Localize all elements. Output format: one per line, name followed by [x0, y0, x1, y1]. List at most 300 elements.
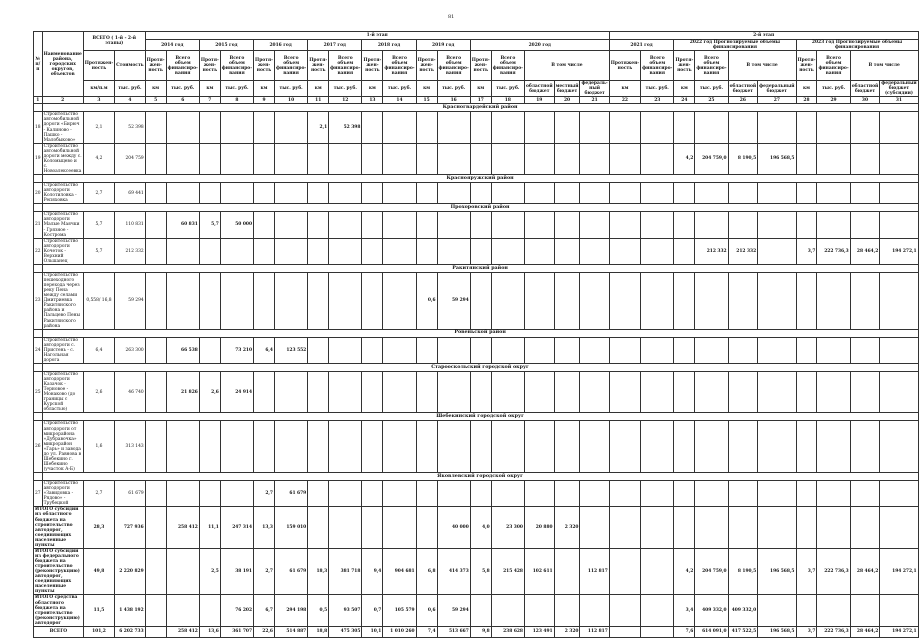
cell-col-28 [796, 337, 817, 363]
header-incl: В том числе [850, 51, 918, 81]
cell-col-11 [308, 371, 329, 413]
column-number: 27 [758, 97, 796, 104]
cell-col-28: 3,7 [796, 238, 817, 264]
cell-col-3: 28,3 [83, 507, 114, 549]
column-number: 5 [145, 97, 166, 104]
column-number: 16 [437, 97, 470, 104]
section-row [34, 329, 919, 337]
cell-col-20 [554, 421, 580, 473]
cell-col-8: 38 191 [220, 548, 253, 595]
cell-col-8: 73 210 [220, 337, 253, 363]
cell-col-9: 22,6 [254, 626, 275, 637]
cell-col-5 [145, 212, 166, 238]
cell-col-16 [437, 143, 470, 174]
cell-col-17: 4,0 [470, 507, 491, 549]
cell-col-23 [641, 272, 674, 329]
cell-col-9 [254, 421, 275, 473]
cell-col-22 [609, 595, 640, 626]
table-row [34, 337, 919, 363]
cell-col-13 [362, 371, 383, 413]
cell-col-4: 59 294 [115, 272, 146, 329]
column-number: 15 [416, 97, 437, 104]
cell-col-19 [524, 272, 554, 329]
header-sub: федеральный бюджет [758, 81, 796, 97]
cell-col-4: 61 679 [115, 481, 146, 507]
cell-col-30 [850, 272, 880, 329]
column-number: 7 [199, 97, 220, 104]
object-name: Строительство автодороги с. Пристень - с. Нагольная дорога [42, 337, 83, 363]
cell-col-31 [880, 183, 918, 204]
cell-col-5 [145, 548, 166, 595]
header-sub: местный бюджет [554, 81, 580, 97]
cell-col-10 [274, 272, 307, 329]
cell-col-12 [329, 183, 362, 204]
cell-col-13: 9,4 [362, 548, 383, 595]
table-row [34, 183, 919, 204]
header-sub: областной бюджет [524, 81, 554, 97]
cell-col-30: 28 464,2 [850, 238, 880, 264]
cell-col-6: 66 538 [166, 337, 199, 363]
row-num [34, 175, 43, 183]
cell-col-24: 3,4 [674, 595, 695, 626]
total-label: ИТОГО субсидии из федерального бюджета на строительство (реконструкцию) автодорог, соединяющих населенные пункты [34, 548, 84, 595]
header-unit: тыс. руб. [329, 81, 362, 97]
cell-col-28 [796, 183, 817, 204]
cell-col-20 [554, 595, 580, 626]
cell-col-5 [145, 112, 166, 143]
cell-col-19 [524, 143, 554, 174]
cell-col-15 [416, 481, 437, 507]
cell-col-24 [674, 212, 695, 238]
cell-col-7 [199, 337, 220, 363]
header-capacity: Протяжен- ность [83, 51, 114, 81]
cell-col-25 [695, 481, 728, 507]
row-num [34, 264, 43, 272]
cell-col-28 [796, 112, 817, 143]
cell-col-18: 238 628 [491, 626, 524, 637]
column-number: 26 [728, 97, 758, 104]
cell-col-9 [254, 238, 275, 264]
cell-col-25 [695, 507, 728, 549]
cell-col-24 [674, 371, 695, 413]
section-title: Ровеньской район [42, 329, 918, 337]
cell-col-11 [308, 143, 329, 174]
cell-col-28 [796, 272, 817, 329]
table-row [34, 421, 919, 473]
cell-col-16 [437, 371, 470, 413]
row-num: 26 [34, 421, 43, 473]
cell-col-31 [880, 507, 918, 549]
cell-col-31 [880, 371, 918, 413]
cell-col-27 [758, 421, 796, 473]
cell-col-27 [758, 481, 796, 507]
object-name: Строительство автодороги Колотиловка - Репяховка [42, 183, 83, 204]
column-number: 22 [609, 97, 640, 104]
cell-col-7 [199, 421, 220, 473]
cell-col-9 [254, 183, 275, 204]
header-num: № п/п [34, 32, 43, 97]
cell-col-16 [437, 337, 470, 363]
column-number: 17 [470, 97, 491, 104]
cell-col-14 [383, 183, 416, 204]
cell-col-7 [199, 143, 220, 174]
column-number: 18 [491, 97, 524, 104]
cell-col-17 [470, 371, 491, 413]
row-num: 25 [34, 371, 43, 413]
cell-col-13 [362, 212, 383, 238]
cell-col-12 [329, 212, 362, 238]
cell-col-5 [145, 421, 166, 473]
cell-col-14 [383, 421, 416, 473]
cell-col-11: 18,3 [308, 548, 329, 595]
cell-col-9: 2,7 [254, 548, 275, 595]
column-number: 31 [880, 97, 918, 104]
header-incl: В том числе [524, 51, 609, 81]
row-num [34, 413, 43, 421]
cell-col-20 [554, 481, 580, 507]
cell-col-20 [554, 183, 580, 204]
column-number: 10 [274, 97, 307, 104]
cell-col-3: 6,4 [83, 337, 114, 363]
cell-col-7 [199, 183, 220, 204]
cell-col-14 [383, 272, 416, 329]
header-volume: Всего объем финансиро- вания [383, 51, 416, 81]
cell-col-16 [437, 212, 470, 238]
cell-col-29 [817, 507, 850, 549]
row-num: 22 [34, 238, 43, 264]
cell-col-16: 40 000 [437, 507, 470, 549]
cell-col-29 [817, 421, 850, 473]
row-num [34, 104, 43, 112]
cell-col-13 [362, 421, 383, 473]
column-number: 24 [674, 97, 695, 104]
cell-col-19 [524, 183, 554, 204]
object-name: Строительство пешеходного перехода через реку Пена между селами Дмитриевка Ракитянского района и Пальцево Пены Ракитянского района [42, 272, 83, 329]
cell-col-27 [758, 595, 796, 626]
header-incl: В том числе [728, 51, 796, 81]
cell-col-30 [850, 371, 880, 413]
cell-col-13 [362, 481, 383, 507]
cell-col-28 [796, 481, 817, 507]
cell-col-8 [220, 143, 253, 174]
column-number: 14 [383, 97, 416, 104]
cell-col-21 [580, 337, 609, 363]
cell-col-26 [728, 112, 758, 143]
cell-col-31 [880, 272, 918, 329]
column-number: 4 [115, 97, 146, 104]
cell-col-18 [491, 421, 524, 473]
cell-col-17 [470, 272, 491, 329]
header-unit: тыс. руб. [491, 81, 524, 97]
cell-col-10 [274, 143, 307, 174]
cell-col-16 [437, 183, 470, 204]
cell-col-25: 409 332,0 [695, 595, 728, 626]
cell-col-30 [850, 507, 880, 549]
cell-col-8: 247 314 [220, 507, 253, 549]
cell-col-5 [145, 481, 166, 507]
cell-col-21 [580, 421, 609, 473]
table-row [34, 371, 919, 413]
header-total: ВСЕГО ( 1-й - 2-й этапы) [83, 32, 145, 51]
cell-col-11 [308, 421, 329, 473]
cell-col-18 [491, 212, 524, 238]
cell-col-14 [383, 507, 416, 549]
cell-col-7: 2,5 [199, 548, 220, 595]
cell-col-10: 61 679 [274, 548, 307, 595]
header-year-2020: 2020 год [470, 40, 609, 51]
cell-col-17 [470, 421, 491, 473]
cell-col-17 [470, 595, 491, 626]
cell-col-22 [609, 212, 640, 238]
cell-col-16 [437, 112, 470, 143]
column-number: 25 [695, 97, 728, 104]
cell-col-24 [674, 272, 695, 329]
cell-col-24 [674, 337, 695, 363]
header-year-2018: 2018 год [362, 40, 416, 51]
cell-col-20 [554, 337, 580, 363]
cell-col-25: 614 091,0 [695, 626, 728, 637]
cell-col-6 [166, 238, 199, 264]
cell-col-19: 102 611 [524, 548, 554, 595]
cell-col-13 [362, 272, 383, 329]
cell-col-19 [524, 112, 554, 143]
cell-col-23 [641, 112, 674, 143]
cell-col-4: 6 202 733 [115, 626, 146, 637]
column-number: 20 [554, 97, 580, 104]
cell-col-9: 6,7 [254, 595, 275, 626]
header-unit: км [145, 81, 166, 97]
cell-col-26: 409 332,0 [728, 595, 758, 626]
cell-col-30 [850, 337, 880, 363]
cell-col-27 [758, 371, 796, 413]
column-number: 21 [580, 97, 609, 104]
cell-col-13 [362, 143, 383, 174]
header-sub: областной бюджет [850, 81, 880, 97]
cell-col-16: 414 373 [437, 548, 470, 595]
cell-col-15: 0,6 [416, 595, 437, 626]
header-length: Протяжен- ность [609, 51, 640, 81]
cell-col-16 [437, 238, 470, 264]
column-number: 19 [524, 97, 554, 104]
cell-col-8: 361 707 [220, 626, 253, 637]
cell-col-23 [641, 626, 674, 637]
cell-col-26: 8 190,5 [728, 143, 758, 174]
cell-col-10 [274, 212, 307, 238]
cell-col-9: 6,4 [254, 337, 275, 363]
cell-col-28: 3,7 [796, 548, 817, 595]
cell-col-19 [524, 371, 554, 413]
cell-col-15 [416, 183, 437, 204]
header-year-2015: 2015 год [199, 40, 253, 51]
table-row [34, 112, 919, 143]
cell-col-18 [491, 112, 524, 143]
cell-col-25 [695, 337, 728, 363]
cell-col-4: 313 143 [115, 421, 146, 473]
cell-col-4: 1 438 192 [115, 595, 146, 626]
cell-col-11 [308, 272, 329, 329]
cell-col-26 [728, 371, 758, 413]
cell-col-14 [383, 238, 416, 264]
cell-col-13 [362, 507, 383, 549]
column-number: 6 [166, 97, 199, 104]
header-year-2022: 2022 год Прогнозируемые объемы финансирования [674, 40, 796, 51]
cell-col-6: 258 412 [166, 507, 199, 549]
cell-col-17 [470, 143, 491, 174]
cell-col-23 [641, 507, 674, 549]
object-name: Строительство автодороги «Завидовка - Рядово» - Трубецкой [42, 481, 83, 507]
cell-col-27: 196 568,5 [758, 548, 796, 595]
header-unit: тыс. руб. [641, 81, 674, 97]
cell-col-29: 222 736,3 [817, 238, 850, 264]
cell-col-25 [695, 183, 728, 204]
cell-col-22 [609, 507, 640, 549]
cell-col-14 [383, 481, 416, 507]
cell-col-12 [329, 143, 362, 174]
cell-col-20 [554, 548, 580, 595]
cell-col-22 [609, 112, 640, 143]
cell-col-31 [880, 337, 918, 363]
financing-table [33, 31, 919, 638]
cell-col-30: 28 464,2 [850, 548, 880, 595]
cell-col-16: 513 667 [437, 626, 470, 637]
cell-col-9 [254, 371, 275, 413]
cell-col-5 [145, 507, 166, 549]
cell-col-21 [580, 272, 609, 329]
cell-col-31: 194 272,1 [880, 238, 918, 264]
section-title: Прохоровский район [42, 204, 918, 212]
header-unit: тыс. руб. [274, 81, 307, 97]
cell-col-31: 194 272,1 [880, 626, 918, 637]
cell-col-25: 212 332 [695, 238, 728, 264]
row-num: 23 [34, 272, 43, 329]
cell-col-3: 2,7 [83, 183, 114, 204]
header-name: Наименование района, городских округов, объектов [42, 32, 83, 97]
cell-col-17 [470, 112, 491, 143]
cell-col-21 [580, 595, 609, 626]
row-num [34, 363, 43, 371]
cell-col-19 [524, 212, 554, 238]
header-unit: км [416, 81, 437, 97]
cell-col-12 [329, 337, 362, 363]
cell-col-23 [641, 143, 674, 174]
cell-col-29 [817, 112, 850, 143]
cell-col-22 [609, 337, 640, 363]
cell-col-18 [491, 238, 524, 264]
cell-col-6 [166, 421, 199, 473]
cell-col-4: 69 441 [115, 183, 146, 204]
cell-col-14 [383, 143, 416, 174]
cell-col-5 [145, 143, 166, 174]
header-year-2021: 2021 год [609, 40, 674, 51]
header-year-2016: 2016 год [254, 40, 308, 51]
cell-col-18 [491, 337, 524, 363]
total-label: ВСЕГО [34, 626, 84, 637]
cell-col-27 [758, 112, 796, 143]
table-row [34, 481, 919, 507]
cell-col-22 [609, 238, 640, 264]
cell-col-5 [145, 272, 166, 329]
cell-col-27 [758, 183, 796, 204]
cell-col-17 [470, 337, 491, 363]
cell-col-4: 212 332 [115, 238, 146, 264]
cell-col-24 [674, 112, 695, 143]
header-stage1: 1-й этап [145, 32, 609, 40]
total-row [34, 595, 919, 626]
column-number: 9 [254, 97, 275, 104]
cell-col-7 [199, 272, 220, 329]
cell-col-18 [491, 143, 524, 174]
cell-col-21 [580, 112, 609, 143]
cell-col-3: 101,2 [83, 626, 114, 637]
header-length: Протя- жен- ность [416, 51, 437, 81]
cell-col-8 [220, 481, 253, 507]
cell-col-9 [254, 212, 275, 238]
cell-col-26 [728, 337, 758, 363]
cell-col-29 [817, 272, 850, 329]
cell-col-15 [416, 507, 437, 549]
cell-col-8: 50 000 [220, 212, 253, 238]
row-num: 20 [34, 183, 43, 204]
cell-col-28 [796, 143, 817, 174]
section-row [34, 363, 919, 371]
cell-col-30 [850, 421, 880, 473]
cell-col-8: 24 914 [220, 371, 253, 413]
cell-col-18: 215 428 [491, 548, 524, 595]
cell-col-11 [308, 183, 329, 204]
cell-col-15: 7,4 [416, 626, 437, 637]
cell-col-26: 417 522,5 [728, 626, 758, 637]
cell-col-13 [362, 183, 383, 204]
cell-col-7 [199, 238, 220, 264]
cell-col-19 [524, 238, 554, 264]
cell-col-29 [817, 183, 850, 204]
cell-col-14: 904 681 [383, 548, 416, 595]
cell-col-30 [850, 112, 880, 143]
cell-col-18 [491, 371, 524, 413]
cell-col-13 [362, 238, 383, 264]
header-length: Протя- жен- ность [674, 51, 695, 81]
header-stage2: 2-й этап [609, 32, 918, 40]
header-unit: км [254, 81, 275, 97]
cell-col-4: 727 936 [115, 507, 146, 549]
header-length: Протя- жен- ность [470, 51, 491, 81]
cell-col-18 [491, 183, 524, 204]
cell-col-25: 204 759,0 [695, 548, 728, 595]
cell-col-26 [728, 183, 758, 204]
cell-col-11 [308, 507, 329, 549]
cell-col-22 [609, 481, 640, 507]
page-number: 81 [448, 14, 455, 20]
cell-col-13 [362, 112, 383, 143]
column-number: 28 [796, 97, 817, 104]
cell-col-11 [308, 337, 329, 363]
cell-col-16 [437, 421, 470, 473]
header-unit: тыс. руб. [383, 81, 416, 97]
section-row [34, 204, 919, 212]
cell-col-24: 4,2 [674, 143, 695, 174]
header-length: Протя- жен- ность [362, 51, 383, 81]
cell-col-29 [817, 481, 850, 507]
cell-col-4: 263 300 [115, 337, 146, 363]
header-volume: Всего объем финансиро- вания [329, 51, 362, 81]
table-row [34, 143, 919, 174]
cell-col-31 [880, 595, 918, 626]
column-number: 1 [34, 97, 43, 104]
cell-col-22 [609, 421, 640, 473]
cell-col-6 [166, 481, 199, 507]
cell-col-21 [580, 481, 609, 507]
cell-col-3: 2,6 [83, 371, 114, 413]
